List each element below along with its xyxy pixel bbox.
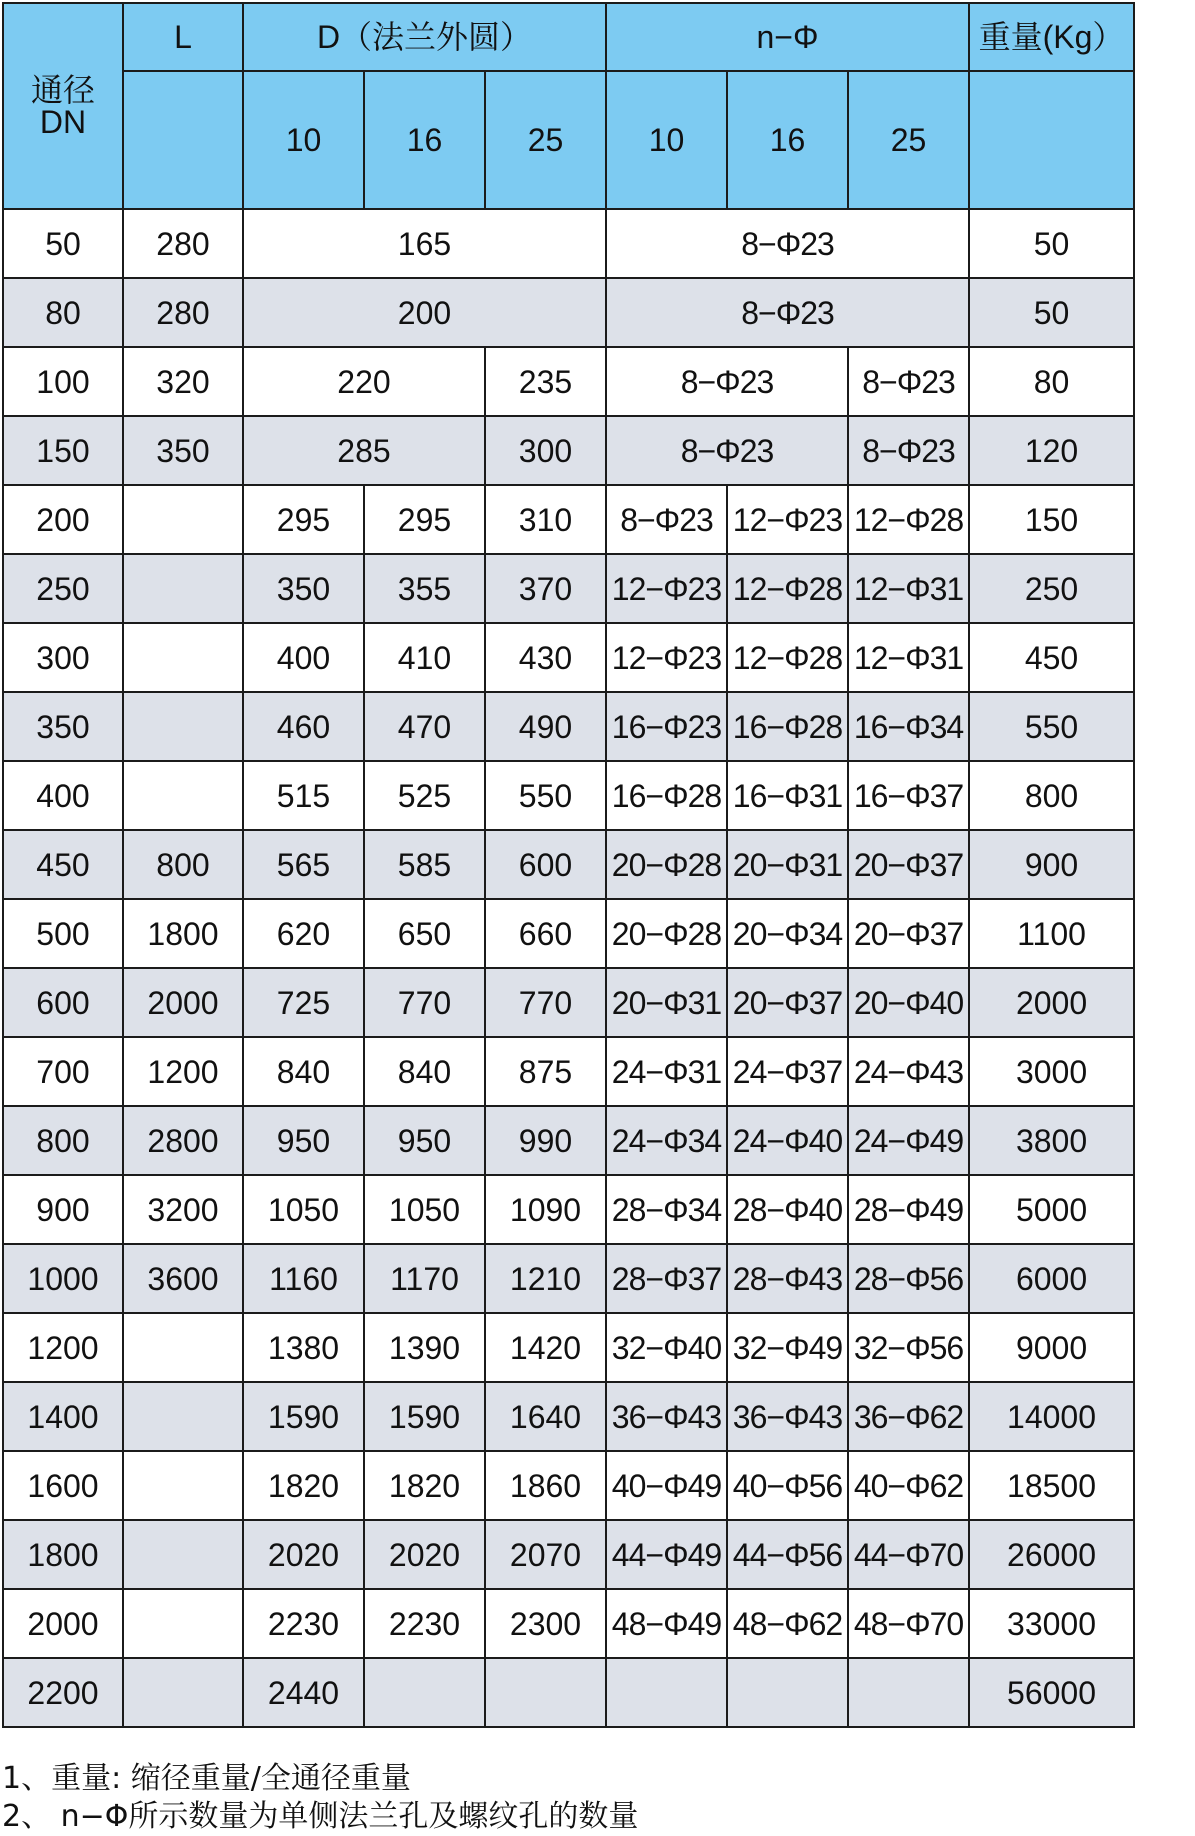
header-weight: 重量(Kg） (969, 3, 1134, 71)
spec-table-body (3, 209, 1134, 1727)
cell-weight: 5000 (969, 1175, 1134, 1244)
cell-dn: 450 (3, 830, 123, 899)
table-row (3, 1037, 1134, 1106)
table-row (3, 830, 1134, 899)
cell-holes: 48−Φ49 (606, 1589, 727, 1658)
cell-weight: 550 (969, 692, 1134, 761)
cell-l (123, 623, 243, 692)
cell-dn: 900 (3, 1175, 123, 1244)
cell-d: 460 (243, 692, 364, 761)
cell-holes: 16−Φ28 (606, 761, 727, 830)
cell-dn: 50 (3, 209, 123, 278)
table-row (3, 1106, 1134, 1175)
cell-holes: 8−Φ23 (848, 416, 969, 485)
cell-d: 355 (364, 554, 485, 623)
cell-holes: 36−Φ62 (848, 1382, 969, 1451)
cell-d: 525 (364, 761, 485, 830)
cell-d: 2020 (364, 1520, 485, 1589)
cell-holes: 48−Φ70 (848, 1589, 969, 1658)
cell-holes: 32−Φ56 (848, 1313, 969, 1382)
cell-d: 1380 (243, 1313, 364, 1382)
cell-holes: 16−Φ34 (848, 692, 969, 761)
cell-d: 295 (243, 485, 364, 554)
cell-weight: 900 (969, 830, 1134, 899)
cell-holes: 12−Φ28 (727, 554, 848, 623)
cell-d: 310 (485, 485, 606, 554)
cell-d: 600 (485, 830, 606, 899)
cell-l (123, 1382, 243, 1451)
cell-holes: 24−Φ43 (848, 1037, 969, 1106)
cell-l (123, 1520, 243, 1589)
cell-holes: 20−Φ40 (848, 968, 969, 1037)
cell-holes: 44−Φ49 (606, 1520, 727, 1589)
cell-dn: 1600 (3, 1451, 123, 1520)
cell-d (485, 1658, 606, 1727)
header-weight-sub (969, 71, 1134, 209)
cell-dn: 1800 (3, 1520, 123, 1589)
cell-holes: 40−Φ56 (727, 1451, 848, 1520)
cell-weight: 6000 (969, 1244, 1134, 1313)
cell-d: 490 (485, 692, 606, 761)
cell-holes: 16−Φ37 (848, 761, 969, 830)
table-row (3, 416, 1134, 485)
cell-l: 2000 (123, 968, 243, 1037)
header-dn-label (31, 72, 95, 140)
cell-d: 1090 (485, 1175, 606, 1244)
cell-holes: 8−Φ23 (848, 347, 969, 416)
cell-holes: 24−Φ49 (848, 1106, 969, 1175)
table-row (3, 761, 1134, 830)
cell-d: 1210 (485, 1244, 606, 1313)
cell-holes: 20−Φ37 (727, 968, 848, 1037)
header-l-sub (123, 71, 243, 209)
cell-dn: 1200 (3, 1313, 123, 1382)
cell-d: 585 (364, 830, 485, 899)
cell-holes: 8−Φ23 (606, 209, 969, 278)
cell-holes: 24−Φ40 (727, 1106, 848, 1175)
cell-dn: 300 (3, 623, 123, 692)
table-row (3, 1451, 1134, 1520)
cell-dn: 700 (3, 1037, 123, 1106)
table-row (3, 485, 1134, 554)
cell-holes: 8−Φ23 (606, 278, 969, 347)
cell-holes: 24−Φ34 (606, 1106, 727, 1175)
cell-holes: 8−Φ23 (606, 347, 848, 416)
cell-holes: 16−Φ31 (727, 761, 848, 830)
cell-d: 1050 (364, 1175, 485, 1244)
cell-d: 430 (485, 623, 606, 692)
cell-holes: 16−Φ28 (727, 692, 848, 761)
cell-holes: 12−Φ23 (727, 485, 848, 554)
note-2: 2、 n−Φ所示数量为单侧法兰孔及螺纹孔的数量 (2, 1799, 639, 1834)
cell-d: 410 (364, 623, 485, 692)
cell-d: 165 (243, 209, 606, 278)
cell-holes: 12−Φ28 (848, 485, 969, 554)
cell-holes: 28−Φ49 (848, 1175, 969, 1244)
cell-dn: 2000 (3, 1589, 123, 1658)
cell-weight: 250 (969, 554, 1134, 623)
cell-dn: 200 (3, 485, 123, 554)
cell-weight: 150 (969, 485, 1134, 554)
cell-holes: 28−Φ34 (606, 1175, 727, 1244)
cell-d: 2230 (243, 1589, 364, 1658)
header-d-pn10: 10 (243, 71, 364, 209)
cell-holes: 28−Φ37 (606, 1244, 727, 1313)
cell-dn: 2200 (3, 1658, 123, 1727)
cell-holes: 32−Φ40 (606, 1313, 727, 1382)
table-row (3, 968, 1134, 1037)
table-row (3, 1589, 1134, 1658)
cell-weight: 56000 (969, 1658, 1134, 1727)
cell-holes: 20−Φ28 (606, 899, 727, 968)
cell-d: 1860 (485, 1451, 606, 1520)
cell-d: 285 (243, 416, 485, 485)
cell-l (123, 761, 243, 830)
cell-d: 400 (243, 623, 364, 692)
cell-d: 1050 (243, 1175, 364, 1244)
cell-weight: 3000 (969, 1037, 1134, 1106)
cell-d: 200 (243, 278, 606, 347)
cell-d: 1640 (485, 1382, 606, 1451)
cell-l: 280 (123, 278, 243, 347)
cell-weight: 50 (969, 209, 1134, 278)
table-row (3, 1313, 1134, 1382)
cell-holes (727, 1658, 848, 1727)
cell-d: 840 (243, 1037, 364, 1106)
header-dn-line: DN (39, 104, 87, 140)
cell-dn: 600 (3, 968, 123, 1037)
cell-d: 350 (243, 554, 364, 623)
cell-holes: 20−Φ31 (727, 830, 848, 899)
cell-d: 1420 (485, 1313, 606, 1382)
header-d-pn25: 25 (485, 71, 606, 209)
cell-weight: 18500 (969, 1451, 1134, 1520)
cell-l: 800 (123, 830, 243, 899)
cell-holes: 44−Φ70 (848, 1520, 969, 1589)
cell-d: 1590 (364, 1382, 485, 1451)
header-dn (3, 3, 123, 209)
cell-l (123, 1658, 243, 1727)
cell-d: 725 (243, 968, 364, 1037)
cell-l: 2800 (123, 1106, 243, 1175)
cell-weight: 3800 (969, 1106, 1134, 1175)
cell-holes: 16−Φ23 (606, 692, 727, 761)
cell-d: 620 (243, 899, 364, 968)
cell-weight: 50 (969, 278, 1134, 347)
cell-holes (606, 1658, 727, 1727)
table-row (3, 1175, 1134, 1244)
cell-d: 840 (364, 1037, 485, 1106)
cell-holes: 28−Φ40 (727, 1175, 848, 1244)
cell-d: 770 (364, 968, 485, 1037)
cell-holes: 48−Φ62 (727, 1589, 848, 1658)
table-row (3, 209, 1134, 278)
cell-holes: 20−Φ31 (606, 968, 727, 1037)
notes (2, 1760, 638, 1836)
cell-dn: 1400 (3, 1382, 123, 1451)
header-d-pn16: 16 (364, 71, 485, 209)
cell-holes: 8−Φ23 (606, 485, 727, 554)
cell-d: 770 (485, 968, 606, 1037)
cell-weight: 33000 (969, 1589, 1134, 1658)
cell-dn: 400 (3, 761, 123, 830)
cell-holes: 20−Φ28 (606, 830, 727, 899)
cell-d: 515 (243, 761, 364, 830)
cell-weight: 450 (969, 623, 1134, 692)
cell-d: 875 (485, 1037, 606, 1106)
cell-l: 3600 (123, 1244, 243, 1313)
cell-weight: 9000 (969, 1313, 1134, 1382)
cell-d: 370 (485, 554, 606, 623)
cell-holes: 8−Φ23 (606, 416, 848, 485)
cell-d: 1820 (364, 1451, 485, 1520)
cell-l (123, 692, 243, 761)
cell-d: 550 (485, 761, 606, 830)
cell-l: 3200 (123, 1175, 243, 1244)
header-h-pn25: 25 (848, 71, 969, 209)
cell-holes: 44−Φ56 (727, 1520, 848, 1589)
cell-d: 2300 (485, 1589, 606, 1658)
cell-d: 1390 (364, 1313, 485, 1382)
cell-holes: 32−Φ49 (727, 1313, 848, 1382)
cell-d: 2020 (243, 1520, 364, 1589)
cell-l (123, 1451, 243, 1520)
cell-holes: 24−Φ37 (727, 1037, 848, 1106)
cell-dn: 80 (3, 278, 123, 347)
cell-l (123, 1313, 243, 1382)
cell-dn: 100 (3, 347, 123, 416)
table-row (3, 1658, 1134, 1727)
table-row (3, 1244, 1134, 1313)
cell-holes: 24−Φ31 (606, 1037, 727, 1106)
spec-table (2, 2, 1135, 1728)
header-h-pn16: 16 (727, 71, 848, 209)
cell-d: 2070 (485, 1520, 606, 1589)
header-d: D（法兰外圆） (243, 3, 606, 71)
table-row (3, 347, 1134, 416)
header-n-phi: n−Φ (606, 3, 969, 71)
cell-dn: 500 (3, 899, 123, 968)
cell-weight: 120 (969, 416, 1134, 485)
cell-weight: 26000 (969, 1520, 1134, 1589)
header-l: L (123, 3, 243, 71)
cell-d: 300 (485, 416, 606, 485)
cell-d: 470 (364, 692, 485, 761)
cell-holes: 40−Φ49 (606, 1451, 727, 1520)
cell-holes: 12−Φ23 (606, 623, 727, 692)
cell-l: 1800 (123, 899, 243, 968)
cell-d: 1820 (243, 1451, 364, 1520)
cell-holes: 20−Φ34 (727, 899, 848, 968)
note-1: 1、重量: 缩径重量/全通径重量 (2, 1761, 411, 1796)
table-row (3, 278, 1134, 347)
cell-l (123, 1589, 243, 1658)
cell-dn: 150 (3, 416, 123, 485)
cell-d: 1160 (243, 1244, 364, 1313)
header-h-pn10: 10 (606, 71, 727, 209)
cell-d (364, 1658, 485, 1727)
cell-d: 990 (485, 1106, 606, 1175)
cell-d: 1590 (243, 1382, 364, 1451)
cell-d: 2440 (243, 1658, 364, 1727)
cell-weight: 1100 (969, 899, 1134, 968)
cell-d: 660 (485, 899, 606, 968)
cell-weight: 14000 (969, 1382, 1134, 1451)
cell-d: 2230 (364, 1589, 485, 1658)
cell-l: 280 (123, 209, 243, 278)
table-row (3, 899, 1134, 968)
cell-d: 650 (364, 899, 485, 968)
cell-holes: 28−Φ43 (727, 1244, 848, 1313)
cell-holes: 36−Φ43 (606, 1382, 727, 1451)
cell-holes: 20−Φ37 (848, 830, 969, 899)
table-row (3, 554, 1134, 623)
table-row (3, 692, 1134, 761)
cell-weight: 2000 (969, 968, 1134, 1037)
cell-d: 235 (485, 347, 606, 416)
cell-dn: 800 (3, 1106, 123, 1175)
cell-d: 565 (243, 830, 364, 899)
cell-l: 350 (123, 416, 243, 485)
cell-d: 295 (364, 485, 485, 554)
cell-l: 320 (123, 347, 243, 416)
cell-l (123, 485, 243, 554)
cell-dn: 350 (3, 692, 123, 761)
cell-holes: 20−Φ37 (848, 899, 969, 968)
table-row (3, 623, 1134, 692)
cell-holes: 12−Φ23 (606, 554, 727, 623)
table-row (3, 1382, 1134, 1451)
cell-dn: 1000 (3, 1244, 123, 1313)
cell-dn: 250 (3, 554, 123, 623)
cell-l (123, 554, 243, 623)
cell-holes: 28−Φ56 (848, 1244, 969, 1313)
cell-holes: 36−Φ43 (727, 1382, 848, 1451)
cell-holes: 12−Φ31 (848, 623, 969, 692)
cell-weight: 80 (969, 347, 1134, 416)
cell-holes: 12−Φ31 (848, 554, 969, 623)
cell-holes: 40−Φ62 (848, 1451, 969, 1520)
cell-holes (848, 1658, 969, 1727)
header-dn-line: 通径 (30, 72, 95, 108)
cell-d: 950 (243, 1106, 364, 1175)
cell-l: 1200 (123, 1037, 243, 1106)
cell-d: 220 (243, 347, 485, 416)
cell-weight: 800 (969, 761, 1134, 830)
cell-d: 950 (364, 1106, 485, 1175)
table-row (3, 1520, 1134, 1589)
cell-d: 1170 (364, 1244, 485, 1313)
cell-holes: 12−Φ28 (727, 623, 848, 692)
